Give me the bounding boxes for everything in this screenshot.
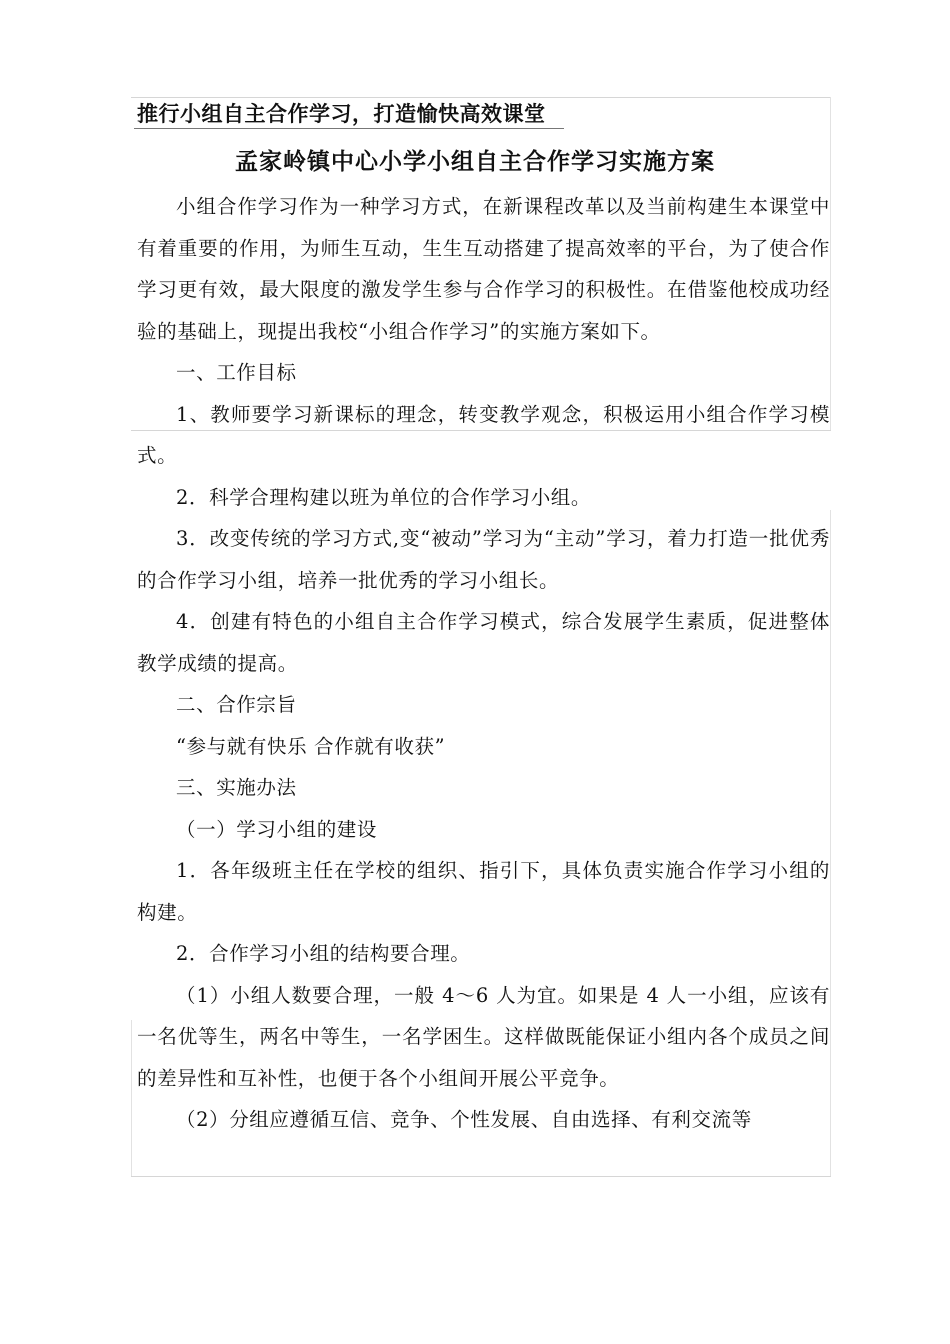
goal-item-2: 2．科学合理构建以班为单位的合作学习小组。 [176, 485, 592, 509]
goal-item-4: 4．创建有特色的小组自主合作学习模式，综合发展学生素质，促进整体教学成绩的提高。 [137, 610, 830, 675]
headline: 推行小组自主合作学习，打造愉快高效课堂 [137, 101, 546, 126]
section-heading-methods: 三、实施办法 [176, 776, 297, 799]
method-subitem-1: （1）小组人数要合理，一般 4～6 人为宜。如果是 4 人一小组，应该有一名优等生，两名中等生，一名学困生。这样做既能保证小组内各个成员之间的差异性和互补性，也便于各个小组间开展公平竞争。 [137, 983, 830, 1090]
section-heading-goals: 一、工作目标 [176, 361, 297, 384]
goal-item-1: 1、教师要学习新课标的理念，转变教学观念，积极运用小组合作学习模式。 [137, 402, 830, 467]
method-item-2: 2．合作学习小组的结构要合理。 [176, 942, 471, 965]
method-item-1: 1．各年级班主任在学校的组织、指引下，具体负责实施合作学习小组的构建。 [137, 859, 830, 924]
subsection-heading-group-building: （一）学习小组的建设 [176, 817, 378, 841]
document-title: 孟家岭镇中心小学小组自主合作学习实施方案 [235, 148, 715, 175]
bottom-rule [131, 1176, 831, 1177]
left-rule [131, 1020, 132, 1176]
document-body [137, 186, 830, 1141]
right-rule-lower [830, 510, 831, 1176]
method-subitem-2: （2）分组应遵循互信、竞争、个性发展、自由选择、有利交流等 [176, 1108, 752, 1131]
goal-item-3: 3．改变传统的学习方式,变“被动”学习为“主动”学习，着力打造一批优秀的合作学习小组，培养一批优秀的学习小组长。 [137, 527, 830, 592]
headline-underline [134, 128, 564, 129]
intro-paragraph: 小组合作学习作为一种学习方式，在新课程改革以及当前构建生本课堂中有着重要的作用，为师生互动，生生互动搭建了提高效率的平台，为了使合作学习更有效，最大限度的激发学生参与合作学习的积极性。在借鉴他校成功经验的基础上，现提出我校“小组合作学习”的实施方案如下。 [137, 195, 830, 343]
tenet-quote: “参与就有快乐 合作就有收获” [176, 734, 446, 758]
section-heading-tenet: 二、合作宗旨 [176, 693, 297, 716]
